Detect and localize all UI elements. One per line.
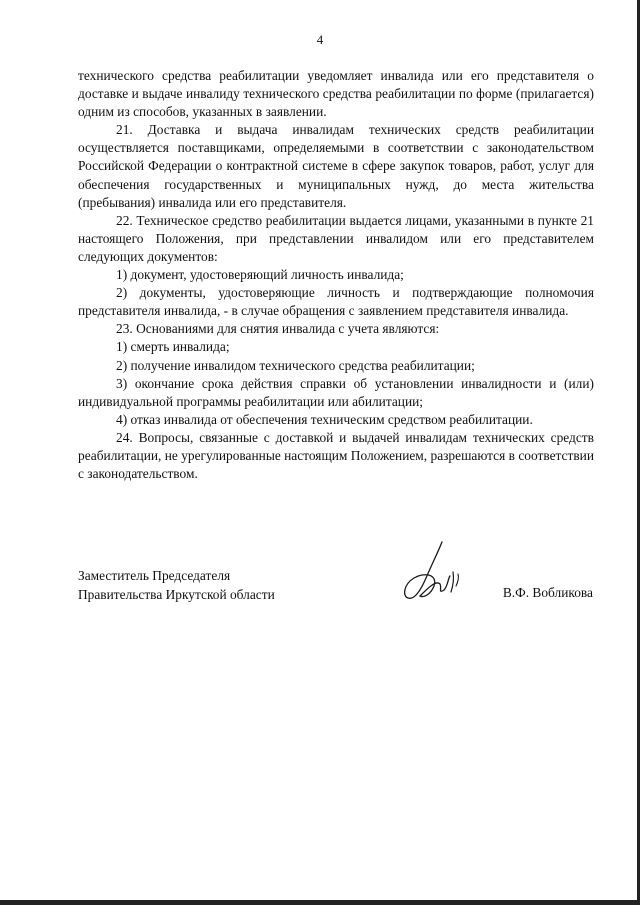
paragraph-22: 22. Техническое средство реабилитации выдается лицами, указанными в пункте 21 настоящего Положения, при представлении инвалидом или его представителем следующих документов: bbox=[78, 212, 594, 264]
paragraph-23-item-4: 4) отказ инвалида от обеспечения техническим средством реабилитации. bbox=[116, 411, 533, 427]
paragraph-23-item-3: 3) окончание срока действия справки об установлении инвалидности и (или) индивидуальной программы реабилитации или абилитации; bbox=[78, 375, 594, 409]
paragraph-22-item-2: 2) документы, удостоверяющие личность и подтверждающие полномочия представителя инвалида, - в случае обращения с заявлением представителя инвалида. bbox=[78, 285, 594, 319]
paragraph-23: 23. Основаниями для снятия инвалида с учета являются: bbox=[116, 321, 440, 337]
paragraph-23-item-2: 2) получение инвалидом технического средства реабилитации; bbox=[116, 357, 475, 373]
paragraph-21: 21. Доставка и выдача инвалидам технических средств реабилитации осуществляется поставщиками, определяемыми в соответствии с законодательством Российской Федерации о контрактной системе в сфере закупок товаров, работ, услуг для обеспечения государственных и муниципальных нужд, до места жительства (пребывания) инвалида или его представителя. bbox=[78, 122, 594, 210]
paragraph-24: 24. Вопросы, связанные с доставкой и выдачей инвалидам технических средств реабилитации, не урегулированные настоящим Положением, разрешаются в соответствии с законодательством. bbox=[78, 429, 594, 482]
paragraph-continuation: технического средства реабилитации уведомляет инвалида или его представителя о доставке и выдаче инвалиду технического средства реабилитации по форме (прилагается) одним из способов, указанных в заявлении. bbox=[78, 68, 594, 120]
scan-edge-bottom bbox=[0, 900, 640, 905]
signatory-position bbox=[78, 566, 275, 604]
document-body bbox=[78, 67, 594, 483]
handwritten-signature bbox=[398, 538, 468, 610]
signatory-position-line1: Заместитель Председателя bbox=[78, 568, 231, 583]
signatory-position-line2: Правительства Иркутской области bbox=[78, 587, 275, 602]
paragraph-22-item-1: 1) документ, удостоверяющий личность инвалида; bbox=[116, 267, 404, 283]
page-number: 4 bbox=[316, 32, 324, 47]
paragraph-23-item-1: 1) смерть инвалида; bbox=[116, 339, 230, 355]
signatory-name: В.Ф. Вобликова bbox=[502, 585, 593, 600]
